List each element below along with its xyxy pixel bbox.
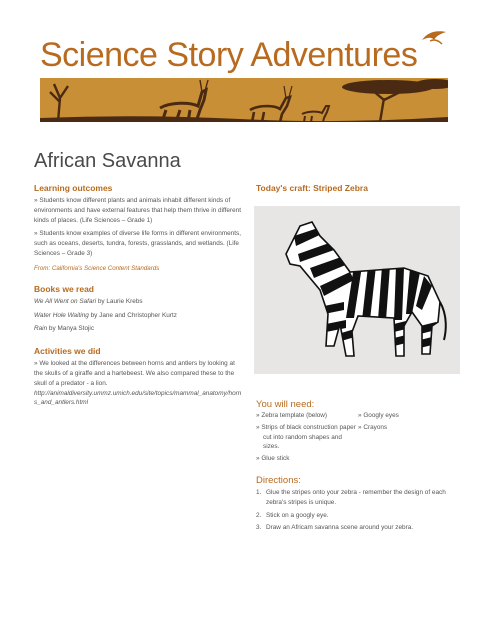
left-column <box>34 183 242 412</box>
step-number: 1. <box>256 489 262 496</box>
supplies-heading: You will need: <box>256 399 315 410</box>
zebra-craft-photo <box>254 206 460 374</box>
activity-link[interactable]: http://animaldiversity.ummz.umich.edu/site/topics/mammal_anatomy/horns_and_antlers.html <box>34 389 242 407</box>
learning-outcome-item: » Students know examples of diverse life forms in different environments, such as oceans, deserts, tundra, forests, grasslands, and wetlands. (Life Sciences – Grade 3) <box>34 230 241 257</box>
zebra-icon <box>254 206 460 374</box>
page-title: Science Story Adventures <box>40 36 418 74</box>
step-text: Stick on a googly eye. <box>266 511 329 519</box>
supply-item: » Googly eyes <box>358 412 399 419</box>
step-number: 3. <box>256 524 262 532</box>
book-item <box>34 311 242 321</box>
direction-step <box>256 523 466 533</box>
book-author: by Manya Stojic <box>47 325 95 333</box>
step-number: 2. <box>256 511 262 519</box>
supply-item: » Strips of black construction paper cut into random shapes and sizes. <box>256 423 356 451</box>
supplies-list-2 <box>358 411 458 435</box>
learning-outcome-item: » Students know different plants and animals inhabit different kinds of environments and have external features that help them thrive in different kinds of places. (Life Sciences – Grade 1) <box>34 197 241 224</box>
bird-icon <box>420 28 448 46</box>
directions-heading: Directions: <box>256 475 301 486</box>
book-title: Water Hole Waiting <box>34 311 89 319</box>
book-title: Rain <box>34 325 48 333</box>
section-title: African Savanna <box>34 150 181 172</box>
right-column <box>256 183 464 201</box>
savanna-silhouette-icon <box>40 78 448 122</box>
supply-item: » Glue stick <box>256 455 290 463</box>
book-title: We All Went on Safari <box>34 297 97 305</box>
supply-item: » Crayons <box>358 423 388 431</box>
standards-source: From: California's Science Content Standards <box>34 264 160 272</box>
supply-item: » Zebra template (below) <box>256 412 328 419</box>
books-heading: Books we read <box>34 283 94 294</box>
learning-outcomes-heading: Learning outcomes <box>34 183 113 193</box>
savanna-banner <box>40 78 448 122</box>
supplies-list <box>256 411 356 466</box>
step-text: Glue the stripes onto your zebra - remember the design of each zebra's stripes is unique. <box>266 489 446 506</box>
direction-step <box>256 511 466 521</box>
direction-step <box>256 488 466 508</box>
book-author: by Jane and Christopher Kurtz <box>88 311 177 319</box>
activities-heading: Activities we did <box>34 346 101 357</box>
activity-text: » We looked at the differences between horns and antlers by looking at the skulls of a giraffe and a hartebeest. We also compared these to the skull of a predator - a lion. <box>34 360 235 387</box>
book-author: by Laurie Krebs <box>96 297 143 305</box>
book-item <box>34 324 242 334</box>
directions-list <box>256 488 466 536</box>
craft-heading: Today's craft: Striped Zebra <box>256 183 368 193</box>
step-text: Draw an Africam savanna scene around your zebra. <box>266 524 414 532</box>
book-item <box>34 297 242 307</box>
